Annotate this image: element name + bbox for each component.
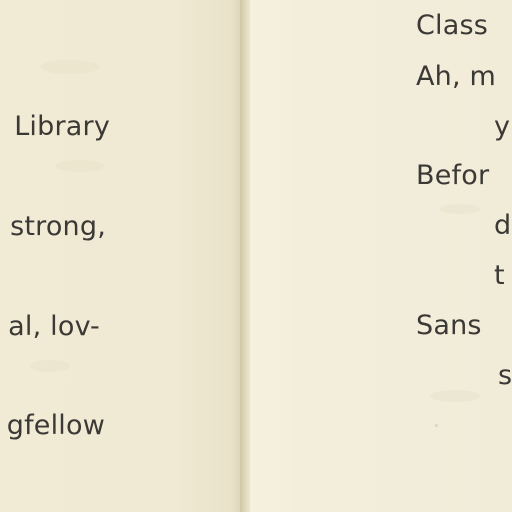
right-line-6: t [494,260,505,291]
left-line-3: al, lov- [8,311,100,342]
left-line-2: strong, [10,211,106,242]
paper-speck [435,424,438,427]
show-through-mark [30,360,70,372]
show-through-mark [40,60,100,74]
right-line-7: Sans [416,310,482,341]
show-through-mark [440,204,480,214]
show-through-mark [55,160,105,172]
right-line-2: Ah, m [416,61,497,92]
right-line-5: d [494,210,512,241]
right-line-4: Befor [416,160,490,191]
left-line-1: Library [14,111,110,142]
right-line-3: y [494,111,511,142]
left-page [0,0,244,512]
left-line-4: gfellow [6,410,105,441]
show-through-mark [430,390,480,402]
right-page [250,0,512,512]
right-line-1: Class [416,10,489,41]
right-line-8: s [498,360,512,391]
